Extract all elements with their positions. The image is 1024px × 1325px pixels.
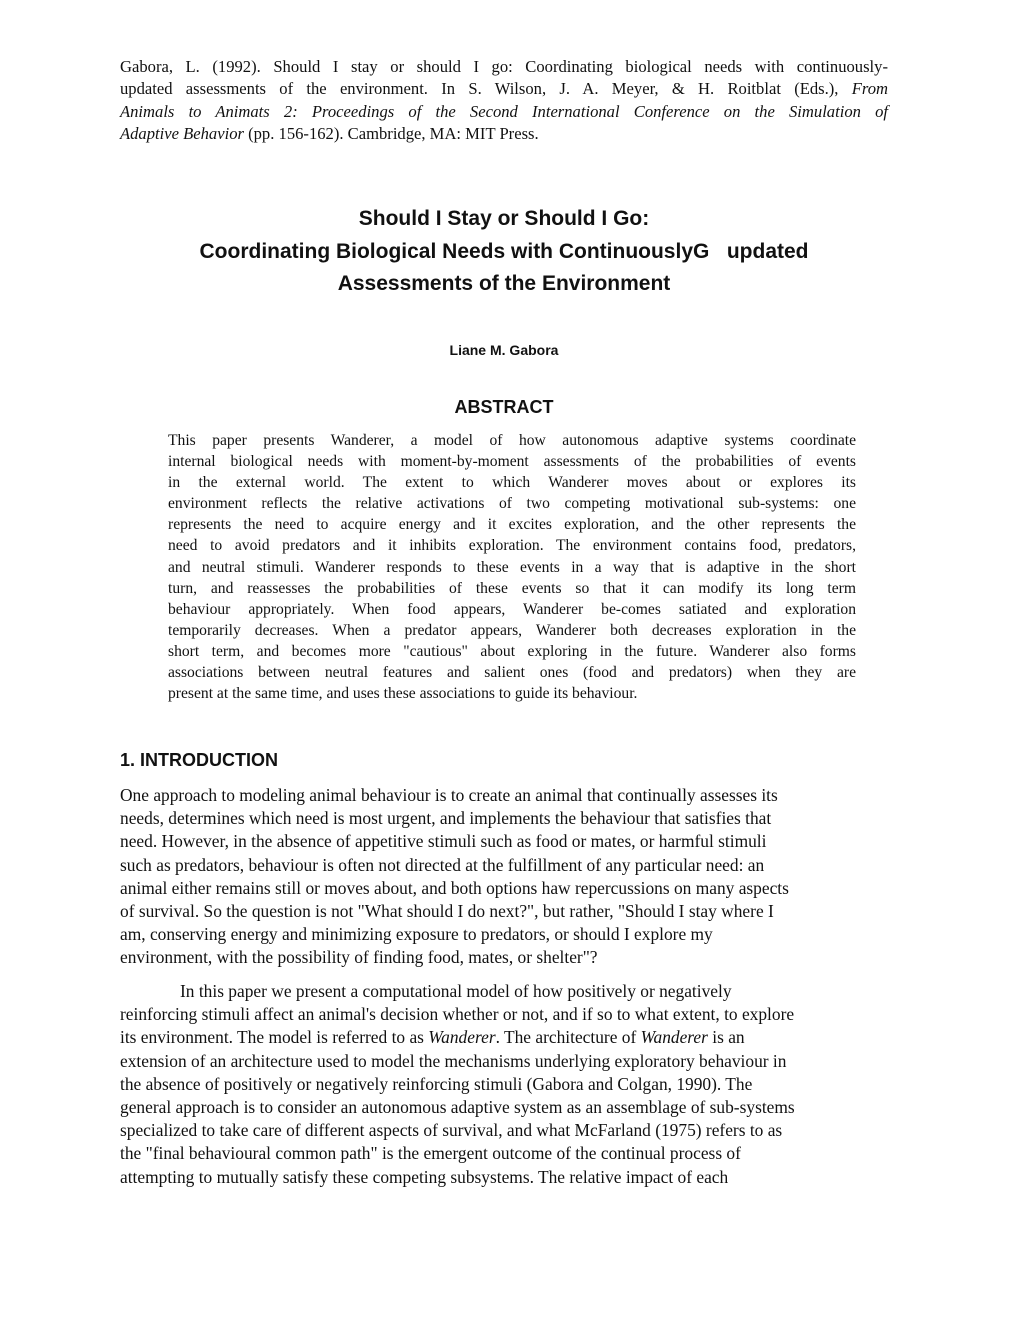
abstract-heading: ABSTRACT bbox=[454, 397, 554, 417]
abstract-line: short term, and becomes more "cautious" about exploring in the future. Wanderer also forms bbox=[168, 642, 856, 660]
abstract-line: internal biological needs with moment-by-moment assessments of the probabilities of events bbox=[168, 453, 856, 471]
title-line-1: Should I Stay or Should I Go: bbox=[358, 207, 650, 230]
intro-paragraph-1 bbox=[120, 784, 900, 970]
abstract-body bbox=[168, 430, 856, 704]
paragraph-line: such as predators, behaviour is often not directed at the fulfillment of any particular need: an bbox=[120, 854, 765, 875]
title-line-3: Assessments of the Environment bbox=[337, 272, 671, 295]
citation-text: (pp. 156-162). Cambridge, MA: MIT Press. bbox=[248, 124, 539, 144]
intro-paragraph-2 bbox=[120, 980, 900, 1189]
abstract-line: present at the same time, and uses these associations to guide its behaviour. bbox=[168, 685, 638, 703]
paragraph-line: the "final behavioural common path" is the emergent outcome of the continual process of bbox=[120, 1143, 741, 1164]
citation-text: updated assessments of the environment. In S. Wilson, J. A. Meyer, & H. Roitblat (Eds.), bbox=[120, 79, 839, 99]
model-name-italic: Wanderer bbox=[428, 1027, 496, 1048]
title-line-2: Coordinating Biological Needs with ContinuouslyG updated bbox=[199, 239, 809, 263]
abstract-line: turn, and reassesses the probabilities of these events so that it can modify its long term bbox=[168, 579, 856, 597]
citation-italic: Adaptive Behavior bbox=[120, 124, 244, 144]
paragraph-line: specialized to take care of different aspects of survival, and what McFarland (1975) refers to as bbox=[120, 1120, 783, 1141]
abstract-line: environment reflects the relative activations of two competing motivational sub-systems: one bbox=[168, 495, 856, 513]
abstract-line: behaviour appropriately. When food appears, Wanderer be-comes satiated and exploration bbox=[168, 600, 856, 618]
paragraph-line: the absence of positively or negatively reinforcing stimuli (Gabora and Colgan, 1990). The bbox=[120, 1073, 753, 1094]
paper-title bbox=[120, 203, 888, 301]
abstract-line: and neutral stimuli. Wanderer responds to these events in a way that is adaptive in the short bbox=[168, 558, 856, 576]
citation-line bbox=[120, 78, 888, 100]
paragraph-line: extension of an architecture used to model the mechanisms underlying exploratory behaviour in bbox=[120, 1050, 787, 1071]
citation-italic: From bbox=[851, 79, 888, 99]
paragraph-text: is an bbox=[707, 1027, 745, 1048]
paragraph-line: reinforcing stimuli affect an animal's decision whether or not, and if so to what extent, to explore bbox=[120, 1004, 795, 1025]
abstract-line: This paper presents Wanderer, a model of how autonomous adaptive systems coordinate bbox=[168, 432, 856, 449]
paragraph-line: animal either remains still or moves about, and both options haw repercussions on many aspects bbox=[120, 877, 789, 898]
paragraph-text: its environment. The model is referred to as bbox=[120, 1027, 429, 1048]
abstract-line: associations between neutral features and salient ones (food and predators) when they are bbox=[168, 664, 856, 682]
abstract-line: in the external world. The extent to which Wanderer moves about or explores its bbox=[168, 474, 856, 492]
paragraph-line: need. However, in the absence of appetitive stimuli such as food or mates, or harmful stimuli bbox=[120, 831, 767, 852]
citation-italic: Animals to Animats 2: Proceedings of the Second International Conference on the Simulation of bbox=[120, 101, 888, 121]
section-heading-introduction: 1. INTRODUCTION bbox=[120, 750, 279, 770]
citation-line bbox=[120, 101, 888, 123]
paragraph-line: One approach to modeling animal behaviour is to create an animal that continually assesses its bbox=[120, 785, 778, 805]
paragraph-line: of survival. So the question is not "What should I do next?", but rather, "Should I stay where I bbox=[120, 901, 774, 922]
abstract-line: temporarily decreases. When a predator appears, Wanderer both decreases exploration in the bbox=[168, 621, 856, 639]
abstract-line: need to avoid predators and it inhibits exploration. The environment contains food, predators, bbox=[168, 537, 856, 555]
paragraph-line: general approach is to consider an autonomous adaptive system as an assemblage of sub-systems bbox=[120, 1097, 795, 1118]
model-name-italic: Wanderer bbox=[640, 1027, 708, 1048]
paragraph-text: . The architecture of bbox=[495, 1027, 641, 1048]
paragraph-line: environment, with the possibility of finding food, mates, or shelter"? bbox=[120, 947, 598, 968]
citation-line bbox=[120, 123, 888, 145]
citation bbox=[120, 56, 888, 146]
paragraph-line: attempting to mutually satisfy these competing subsystems. The relative impact of each bbox=[120, 1166, 729, 1187]
paragraph-line bbox=[120, 1026, 900, 1049]
paragraph-line: In this paper we present a computational model of how positively or negatively bbox=[180, 981, 732, 1001]
abstract-line: represents the need to acquire energy and it excites exploration, and the other represents the bbox=[168, 516, 856, 534]
author-name: Liane M. Gabora bbox=[449, 342, 559, 358]
paragraph-line: needs, determines which need is most urgent, and implements the behaviour that satisfies that bbox=[120, 808, 772, 829]
paragraph-line: am, conserving energy and minimizing exposure to predators, or should I explore my bbox=[120, 924, 713, 945]
citation-line: Gabora, L. (1992). Should I stay or should I go: Coordinating biological needs with continuously- bbox=[120, 57, 888, 76]
